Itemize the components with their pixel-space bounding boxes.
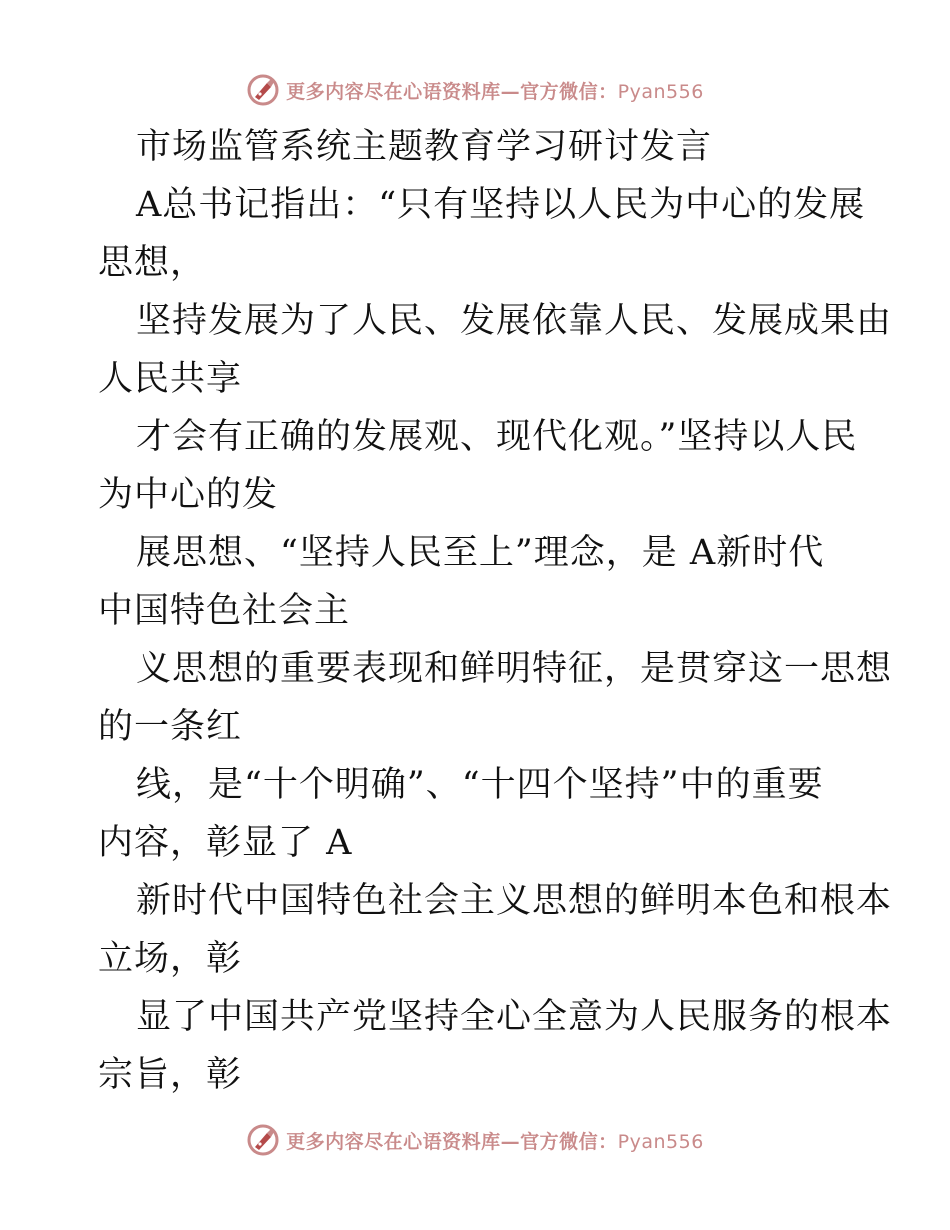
paragraph-line: 宗旨，彰 — [98, 1055, 243, 1095]
paragraph-line: A总书记指出：“只有坚持以人民为中心的发展 — [136, 185, 866, 225]
paragraph-line: 内容，彰显了 A — [98, 823, 353, 863]
paragraph-line: 线，是“十个明确”、“十四个坚持”中的重要 — [136, 765, 824, 805]
watermark-wechat-id: Pyan556 — [617, 80, 704, 103]
header-watermark — [0, 70, 950, 110]
paragraph-line: 为中心的发 — [98, 475, 279, 515]
paragraph-line: 中国特色社会主 — [98, 591, 351, 631]
document-title: 市场监管系统主题教育学习研讨发言 — [136, 127, 713, 167]
paragraph-line: 坚持发展为了人民、发展依靠人民、发展成果由 — [136, 301, 893, 341]
paragraph-line: 展思想、“坚持人民至上”理念，是 A新时代 — [136, 533, 825, 573]
paragraph-line: 显了中国共产党坚持全心全意为人民服务的根本 — [136, 997, 893, 1037]
paragraph-line: 人民共享 — [98, 359, 243, 399]
pen-nib-circle-icon — [246, 73, 280, 107]
watermark-text: 更多内容尽在心语资料库—官方微信：Pyan556 — [286, 80, 704, 103]
document-body — [98, 118, 893, 1104]
pen-nib-circle-icon — [246, 1123, 280, 1157]
paragraph-line: 义思想的重要表现和鲜明特征，是贯穿这一思想 — [136, 649, 893, 689]
watermark-wechat-id: Pyan556 — [617, 1130, 704, 1153]
paragraph-line: 立场，彰 — [98, 939, 243, 979]
watermark-text: 更多内容尽在心语资料库—官方微信：Pyan556 — [286, 1130, 704, 1153]
paragraph-line: 思想， — [98, 243, 207, 283]
paragraph-line: 的一条红 — [98, 707, 243, 747]
paragraph-line: 新时代中国特色社会主义思想的鲜明本色和根本 — [136, 881, 893, 921]
footer-watermark — [0, 1120, 950, 1160]
paragraph-line: 才会有正确的发展观、现代化观。”坚持以人民 — [136, 417, 858, 457]
